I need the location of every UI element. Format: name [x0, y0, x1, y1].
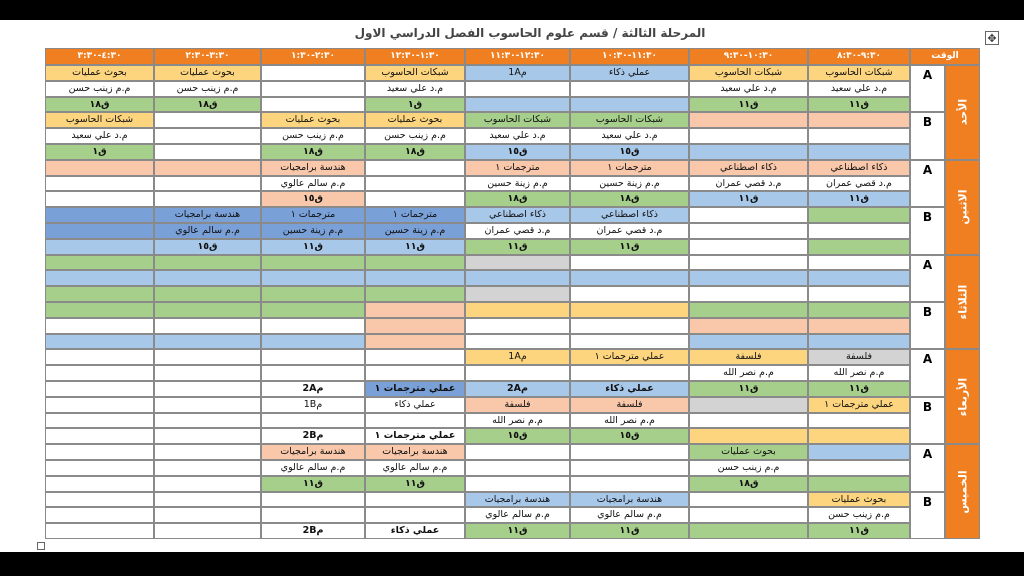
schedule-cell [154, 160, 261, 176]
schedule-cell [808, 428, 910, 444]
group-label-cell [910, 65, 945, 112]
schedule-cell [261, 286, 365, 302]
schedule-cell [365, 507, 465, 523]
schedule-cell: م.م سالم عالوي [570, 507, 689, 523]
group-letter: A [922, 352, 933, 367]
schedule-cell: بحوث عمليات [45, 65, 154, 81]
schedule-cell: ق١٥ [465, 428, 570, 444]
schedule-cell [570, 97, 689, 113]
schedule-cell: عملي مترجمات ١ [570, 349, 689, 365]
schedule-cell [154, 492, 261, 508]
schedule-cell: م1A [465, 349, 570, 365]
schedule-cell: م.م زينب حسن [45, 81, 154, 97]
schedule-cell [465, 365, 570, 381]
schedule-cell [465, 270, 570, 286]
schedule-cell: ق١٥ [154, 239, 261, 255]
day-label-cell [945, 160, 980, 255]
schedule-cell: م.م نصر الله [689, 365, 808, 381]
schedule-cell [45, 302, 154, 318]
schedule-cell: ق١٨ [365, 144, 465, 160]
schedule-cell: ق١٥ [465, 144, 570, 160]
schedule-cell [808, 128, 910, 144]
schedule-cell [570, 476, 689, 492]
schedule-cell [465, 460, 570, 476]
schedule-cell: بحوث عمليات [154, 65, 261, 81]
schedule-cell: عملي مترجمات ١ [365, 381, 465, 397]
time-slot-header: ٢:٣٠-١:٣٠ [261, 48, 365, 65]
group-letter: A [922, 447, 933, 462]
schedule-cell [465, 318, 570, 334]
schedule-cell [45, 286, 154, 302]
schedule-cell [365, 365, 465, 381]
schedule-cell: شبكات الحاسوب [365, 65, 465, 81]
schedule-cell [45, 239, 154, 255]
schedule-cell: م1B [261, 397, 365, 413]
schedule-cell: م.م نصر الله [465, 413, 570, 429]
schedule-cell: م.م نصر الله [570, 413, 689, 429]
schedule-cell: ذكاء اصطناعي [689, 160, 808, 176]
schedule-cell: شبكات الحاسوب [689, 65, 808, 81]
schedule-cell: م1A [465, 65, 570, 81]
schedule-cell: مترجمات ١ [465, 160, 570, 176]
schedule-cell [45, 460, 154, 476]
schedule-cell: عملي مترجمات ١ [808, 397, 910, 413]
schedule-cell: ق١١ [689, 97, 808, 113]
schedule-cell [465, 444, 570, 460]
schedule-cell [570, 365, 689, 381]
schedule-cell [45, 428, 154, 444]
time-slot-header: ١:٣٠-١٢:٣٠ [365, 48, 465, 65]
group-label-cell [910, 112, 945, 159]
schedule-cell [808, 255, 910, 271]
group-letter: B [922, 210, 933, 225]
schedule-cell [154, 507, 261, 523]
schedule-cell: ق١١ [465, 523, 570, 539]
table-move-handle-icon[interactable]: ✥ [985, 31, 999, 45]
schedule-cell [45, 255, 154, 271]
schedule-cell [365, 492, 465, 508]
schedule-cell: شبكات الحاسوب [465, 112, 570, 128]
schedule-cell: هندسة برامجيات [154, 207, 261, 223]
schedule-cell: بحوث عمليات [261, 112, 365, 128]
schedule-cell: ق١٨ [154, 97, 261, 113]
schedule-cell: م.م زينب حسن [154, 81, 261, 97]
schedule-cell [808, 318, 910, 334]
schedule-cell [45, 507, 154, 523]
group-label-cell [910, 207, 945, 254]
schedule-cell [689, 255, 808, 271]
schedule-cell: شبكات الحاسوب [570, 112, 689, 128]
schedule-cell: م.د قصي عمران [465, 223, 570, 239]
schedule-cell [45, 318, 154, 334]
schedule-cell [45, 160, 154, 176]
schedule-cell [154, 128, 261, 144]
schedule-cell: ق١ [365, 97, 465, 113]
schedule-cell [154, 318, 261, 334]
schedule-cell [689, 413, 808, 429]
schedule-cell [365, 302, 465, 318]
schedule-cell: م.م سالم عالوي [365, 460, 465, 476]
schedule-cell: م.م سالم عالوي [261, 460, 365, 476]
day-name: الاثنين [956, 189, 969, 225]
group-label-cell [910, 444, 945, 491]
schedule-cell: م2A [261, 381, 365, 397]
group-letter: A [922, 162, 933, 177]
schedule-cell [154, 144, 261, 160]
schedule-cell [808, 334, 910, 350]
time-slot-header: ٩:٣٠-٨:٣٠ [808, 48, 910, 65]
schedule-cell [154, 413, 261, 429]
bottom-black-bar [0, 552, 1024, 576]
time-slot-header: ١١:٣٠-١٠:٣٠ [570, 48, 689, 65]
schedule-cell: م.م سالم عالوي [261, 176, 365, 192]
schedule-cell [261, 349, 365, 365]
schedule-cell [261, 492, 365, 508]
time-slot-header: ٣:٣٠-٢:٣٠ [154, 48, 261, 65]
schedule-cell: عملي مترجمات ١ [365, 428, 465, 444]
schedule-cell [261, 318, 365, 334]
schedule-cell [45, 334, 154, 350]
schedule-cell [570, 81, 689, 97]
schedule-cell [365, 191, 465, 207]
schedule-cell [45, 207, 154, 223]
schedule-cell: م.م زينب حسن [261, 128, 365, 144]
schedule-cell [465, 302, 570, 318]
schedule-cell [689, 334, 808, 350]
schedule-cell: فلسفة [570, 397, 689, 413]
schedule-cell: ق١١ [689, 381, 808, 397]
schedule-cell [808, 270, 910, 286]
schedule-cell [570, 334, 689, 350]
schedule-cell [154, 302, 261, 318]
schedule-cell [365, 270, 465, 286]
schedule-cell [154, 286, 261, 302]
schedule-cell [808, 239, 910, 255]
schedule-cell: م.م زينب حسن [365, 128, 465, 144]
schedule-cell [689, 128, 808, 144]
schedule-cell [689, 270, 808, 286]
group-letter: B [922, 399, 933, 414]
schedule-cell: م.د قصي عمران [570, 223, 689, 239]
schedule-cell: شبكات الحاسوب [45, 112, 154, 128]
schedule-cell: م.م سالم عالوي [154, 223, 261, 239]
schedule-cell: مترجمات ١ [365, 207, 465, 223]
schedule-cell [45, 270, 154, 286]
schedule-cell: ذكاء اصطناعي [808, 160, 910, 176]
schedule-cell [570, 460, 689, 476]
group-letter: A [922, 68, 933, 82]
schedule-cell: عملي ذكاء [365, 523, 465, 539]
schedule-cell: هندسة برامجيات [261, 160, 365, 176]
group-letter: B [922, 494, 933, 509]
time-slot-header: ٤:٣٠-٣:٣٠ [45, 48, 154, 65]
schedule-cell [45, 492, 154, 508]
schedule-cell: ق١١ [570, 239, 689, 255]
schedule-cell [261, 365, 365, 381]
schedule-cell [365, 255, 465, 271]
schedule-cell [689, 428, 808, 444]
schedule-cell: بحوث عمليات [365, 112, 465, 128]
schedule-cell [45, 365, 154, 381]
schedule-cell [154, 444, 261, 460]
schedule-cell [689, 318, 808, 334]
schedule-cell [808, 144, 910, 160]
schedule-cell: م2B [261, 523, 365, 539]
day-name: الأربعاء [956, 377, 969, 416]
schedule-cell [154, 191, 261, 207]
schedule-cell: ق١ [45, 144, 154, 160]
schedule-cell: ق١٨ [465, 191, 570, 207]
schedule-cell [45, 523, 154, 539]
schedule-cell [365, 334, 465, 350]
day-label-cell [945, 65, 980, 160]
schedule-cell [689, 207, 808, 223]
schedule-cell [45, 191, 154, 207]
schedule-cell: م.د علي سعيد [365, 81, 465, 97]
schedule-cell [808, 476, 910, 492]
schedule-cell [154, 428, 261, 444]
schedule-cell: ق١١ [465, 239, 570, 255]
schedule-cell: ق١١ [689, 191, 808, 207]
schedule-cell [689, 112, 808, 128]
group-label-cell [910, 397, 945, 444]
schedule-cell: م.م زينة حسين [570, 176, 689, 192]
schedule-cell: ق١١ [365, 476, 465, 492]
schedule-cell: ق١١ [365, 239, 465, 255]
schedule-cell: بحوث عمليات [689, 444, 808, 460]
schedule-cell [689, 239, 808, 255]
schedule-cell [465, 286, 570, 302]
schedule-cell [689, 286, 808, 302]
schedule-cell: م.د قصي عمران [689, 176, 808, 192]
group-label-cell [910, 302, 945, 349]
schedule-cell: فلسفة [689, 349, 808, 365]
schedule-cell [570, 444, 689, 460]
schedule-cell [808, 302, 910, 318]
schedule-cell [154, 112, 261, 128]
schedule-cell [154, 255, 261, 271]
schedule-cell: م.د علي سعيد [45, 128, 154, 144]
schedule-cell [365, 413, 465, 429]
group-label-cell [910, 492, 945, 539]
schedule-cell [154, 176, 261, 192]
schedule-cell [465, 476, 570, 492]
schedule-cell [365, 286, 465, 302]
schedule-cell [465, 97, 570, 113]
schedule-cell [570, 302, 689, 318]
schedule-cell [808, 413, 910, 429]
page-title: المرحلة الثالثة / قسم علوم الحاسوب الفصل الدراسي الاول [354, 26, 706, 40]
schedule-cell: مترجمات ١ [261, 207, 365, 223]
schedule-cell [808, 223, 910, 239]
schedule-cell: م.د علي سعيد [465, 128, 570, 144]
top-black-bar [0, 0, 1024, 20]
schedule-cell: ق١١ [570, 523, 689, 539]
day-label-cell [945, 349, 980, 444]
schedule-cell [45, 397, 154, 413]
schedule-cell [261, 97, 365, 113]
day-label-cell [945, 444, 980, 539]
schedule-cell [154, 334, 261, 350]
schedule-cell: ق١٥ [570, 144, 689, 160]
group-letter: B [922, 305, 933, 319]
schedule-cell: بحوث عمليات [808, 492, 910, 508]
schedule-cell [808, 460, 910, 476]
schedule-cell: هندسة برامجيات [261, 444, 365, 460]
schedule-cell [808, 207, 910, 223]
schedule-cell [365, 176, 465, 192]
schedule-cell [261, 255, 365, 271]
group-label-cell [910, 160, 945, 207]
schedule-cell [261, 302, 365, 318]
schedule-cell [154, 523, 261, 539]
schedule-cell [365, 318, 465, 334]
schedule-cell: م.د علي سعيد [808, 81, 910, 97]
schedule-cell [689, 223, 808, 239]
day-name: الأحد [956, 99, 969, 126]
schedule-cell: ق١١ [808, 191, 910, 207]
schedule-cell: ق١٥ [261, 191, 365, 207]
schedule-cell: فلسفة [465, 397, 570, 413]
schedule-cell [808, 286, 910, 302]
schedule-cell: ق١١ [808, 97, 910, 113]
schedule-cell [45, 444, 154, 460]
schedule-cell: ق١٨ [570, 191, 689, 207]
schedule-cell: م.م زينة حسين [365, 223, 465, 239]
time-slot-header: ١٢:٣٠-١١:٣٠ [465, 48, 570, 65]
time-header-cell: الوقت [910, 48, 980, 65]
group-label-cell [910, 255, 945, 302]
schedule-cell [570, 318, 689, 334]
schedule-cell [45, 176, 154, 192]
schedule-cell: م.د علي سعيد [570, 128, 689, 144]
schedule-cell: مترجمات ١ [570, 160, 689, 176]
schedule-cell: م.د قصي عمران [808, 176, 910, 192]
schedule-cell [45, 349, 154, 365]
schedule-cell [465, 334, 570, 350]
schedule-cell: م.م زينة حسين [261, 223, 365, 239]
day-name: الثلاثاء [956, 284, 969, 320]
schedule-cell: م.د علي سعيد [689, 81, 808, 97]
schedule-cell [365, 349, 465, 365]
schedule-cell [261, 334, 365, 350]
schedule-cell: عملي ذكاء [365, 397, 465, 413]
schedule-cell: ذكاء اصطناعي [570, 207, 689, 223]
schedule-cell: شبكات الحاسوب [808, 65, 910, 81]
schedule-cell [45, 413, 154, 429]
schedule-cell [261, 413, 365, 429]
schedule-cell [154, 349, 261, 365]
schedule-cell [689, 507, 808, 523]
group-label-cell [910, 349, 945, 396]
schedule-cell [45, 476, 154, 492]
schedule-cell: ذكاء اصطناعي [465, 207, 570, 223]
schedule-cell [261, 270, 365, 286]
schedule-cell: ق١٨ [689, 476, 808, 492]
schedule-cell: عملي ذكاء [570, 65, 689, 81]
table-resize-handle-icon[interactable] [37, 542, 45, 550]
schedule-cell [154, 270, 261, 286]
schedule-cell: ق١٨ [45, 97, 154, 113]
schedule-cell [808, 444, 910, 460]
schedule-cell [154, 365, 261, 381]
schedule-cell: ق١١ [808, 381, 910, 397]
schedule-cell [465, 255, 570, 271]
day-label-cell [945, 255, 980, 350]
schedule-cell [570, 286, 689, 302]
schedule-cell: هندسة برامجيات [570, 492, 689, 508]
schedule-cell: م.م سالم عالوي [465, 507, 570, 523]
schedule-cell: عملي ذكاء [570, 381, 689, 397]
schedule-cell: هندسة برامجيات [465, 492, 570, 508]
schedule-cell [808, 112, 910, 128]
schedule-cell: م.م نصر الله [808, 365, 910, 381]
day-name: الخميس [956, 469, 969, 514]
schedule-cell [45, 223, 154, 239]
schedule-cell: ق١١ [808, 523, 910, 539]
schedule-cell: ق١٨ [261, 144, 365, 160]
schedule-cell [154, 460, 261, 476]
schedule-cell: ق١١ [261, 239, 365, 255]
schedule-cell [689, 144, 808, 160]
schedule-cell [261, 81, 365, 97]
schedule-cell [365, 160, 465, 176]
schedule-cell [570, 270, 689, 286]
schedule-cell: م2A [465, 381, 570, 397]
schedule-cell [570, 255, 689, 271]
schedule-cell [465, 81, 570, 97]
schedule-cell [689, 397, 808, 413]
group-letter: B [922, 115, 933, 130]
schedule-cell: هندسة برامجيات [365, 444, 465, 460]
schedule-cell [689, 492, 808, 508]
schedule-cell [45, 381, 154, 397]
schedule-cell [154, 397, 261, 413]
schedule-cell: م2B [261, 428, 365, 444]
group-letter: A [922, 257, 933, 272]
schedule-cell: ق١٥ [570, 428, 689, 444]
schedule-cell [261, 507, 365, 523]
schedule-cell [154, 476, 261, 492]
schedule-cell: م.م زينب حسن [689, 460, 808, 476]
schedule-cell: م.م زينة حسين [465, 176, 570, 192]
schedule-cell [261, 65, 365, 81]
schedule-cell: فلسفة [808, 349, 910, 365]
schedule-cell [689, 523, 808, 539]
schedule-cell: ق١١ [261, 476, 365, 492]
schedule-cell [154, 381, 261, 397]
time-slot-header: ١٠:٣٠-٩:٣٠ [689, 48, 808, 65]
schedule-cell [689, 302, 808, 318]
schedule-cell: م.م زينب حسن [808, 507, 910, 523]
